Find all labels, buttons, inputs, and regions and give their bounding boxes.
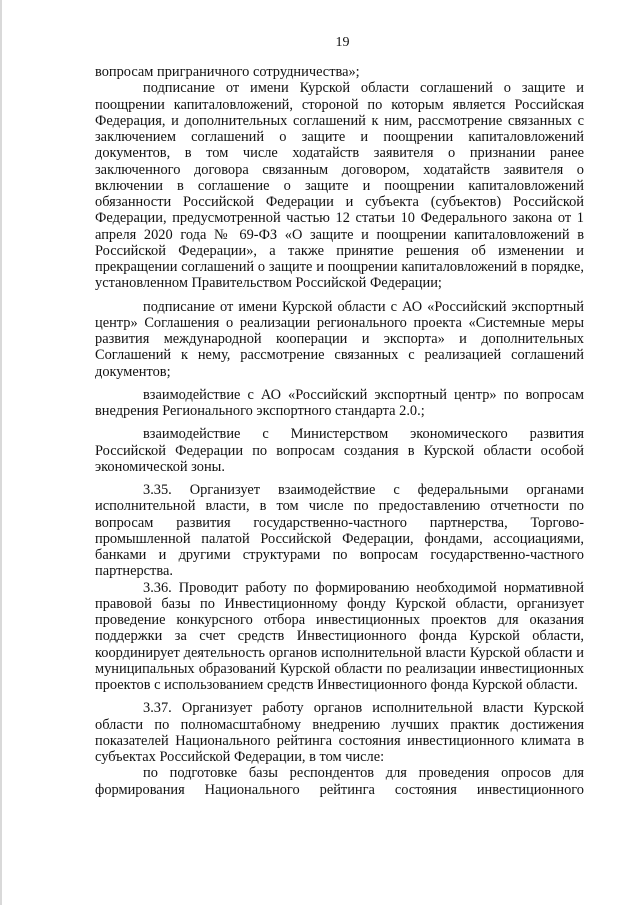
- document-page: [95, 34, 584, 798]
- paragraph-investment-agreements: подписание от имени Курской области соглашений о защите и поощрении капиталовложений, стороной по которым является Российская Федерация, и дополнительных соглашений к ним, рассмотрение связанных с заключением соглашений о защите и поощрении капиталовложений документов, в том числе ходатайств заявителя о признании ранее заключенного договора связанным договором, ходатайств заявителя о включении в соглашение о защите и поощрении капиталовложений обязанности Российской Федерации и субъекта (субъектов) Российской Федерации, предусмотренной частью 12 статьи 10 Федерального закона от 1 апреля 2020 года № 69-ФЗ «О защите и поощрении капиталовложений в Российской Федерации», а также принятие решения об изменении и прекращении соглашений о защите и поощрении капиталовложений в порядке, установленном Правительством Российской Федерации;: [95, 80, 584, 292]
- paragraph-respondents: по подготовке базы респондентов для проведения опросов для формирования Национального рейтинга состояния инвестиционного: [95, 765, 584, 798]
- paragraph-continuation: вопросам приграничного сотрудничества»;: [95, 64, 360, 80]
- page-number: 19: [335, 35, 350, 50]
- paragraph-export-standard: взаимодействие с АО «Российский экспортный центр» по вопросам внедрения Регионального экспортного стандарта 2.0.;: [95, 386, 584, 419]
- scan-edge: [0, 0, 2, 905]
- document-body: [95, 64, 584, 798]
- paragraph-3-36: 3.36. Проводит работу по формированию необходимой нормативной правовой базы по Инвестиционному фонду Курской области, организует проведение конкурсного отбора инвестиционных проектов для оказания поддержки за счет средств Инвестиционного фонда Курской области, координирует деятельность органов исполнительной власти Курской области и муниципальных образований Курской области по реализации инвестиционных проектов с использованием средств Инвестиционного фонда Курской области.: [95, 579, 584, 693]
- paragraph-3-37: 3.37. Организует работу органов исполнительной власти Курской области по полномасштабному внедрению лучших практик достижения показателей Национального рейтинга состояния инвестиционного климата в субъектах Российской Федерации, в том числе:: [95, 700, 584, 765]
- paragraph-3-35: 3.35. Организует взаимодействие с федеральными органами исполнительной власти, в том числе по предоставлению отчетности по вопросам развития государственно-частного партнерства, Торгово-промышленной палатой Российской Федерации, фондами, ассоциациями, банками и другими структурами по вопросам государственно-частного партнерства.: [95, 482, 584, 580]
- paragraph-export-center-agreement: подписание от имени Курской области с АО «Российский экспортный центр» Соглашения о реализации регионального проекта «Системные меры развития международной кооперации и экспорта» и дополнительных Соглашений к нему, рассмотрение связанных с реализацией соглашений документов;: [95, 298, 584, 380]
- paragraph-economic-zone: взаимодействие с Министерством экономического развития Российской Федерации по вопросам создания в Курской области особой экономической зоны.: [95, 426, 584, 475]
